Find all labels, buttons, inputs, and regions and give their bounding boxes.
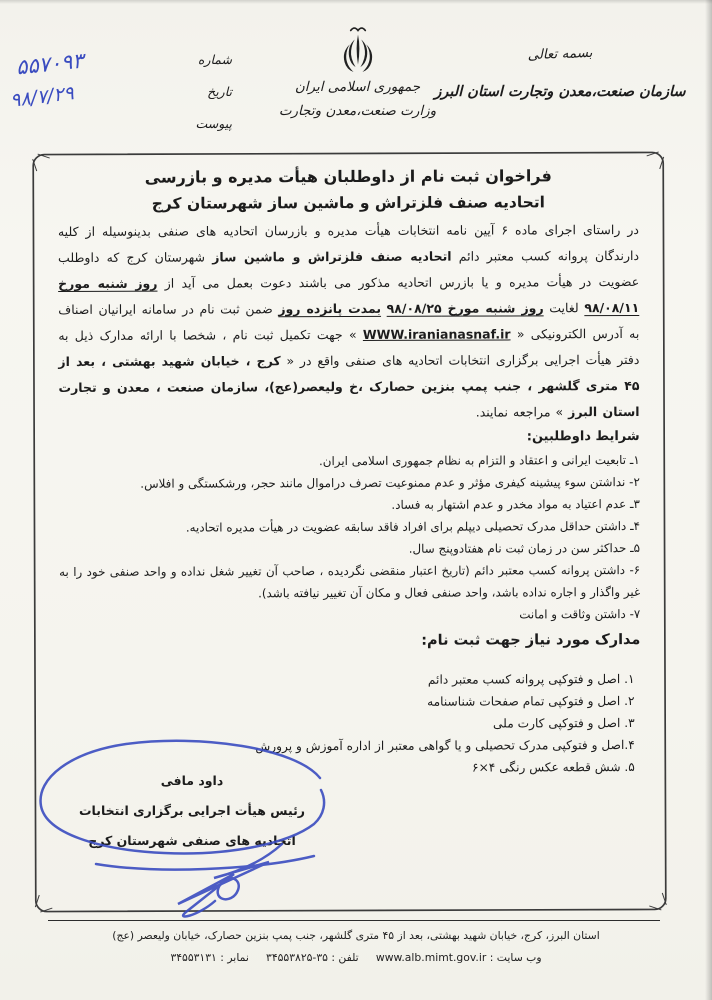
letterhead-center	[240, 24, 475, 119]
bismillah-text: بسمه تعالی	[527, 44, 593, 64]
union-name-bold: اتحادیه صنف فلزتراش و ماشین ساز	[212, 248, 452, 265]
document-item: ۴.اصل و فتوکپی مدرک تحصیلی و یا گواهی معتبر از اداره آموزش و پرورش	[255, 737, 635, 753]
intro-paragraph	[58, 217, 640, 427]
ministry-website-url: www.alb.mimt.gov.ir	[375, 951, 487, 964]
condition-item: ۱ـ تابعیت ایرانی و اعتقاد و التزام به نظام جمهوری اسلامی ایران.	[318, 452, 640, 469]
signatory-organization: اتحادیه های صنفی شهرستان کرج	[88, 833, 296, 848]
notice-subtitle: اتحادیه صنف فلزتراش و ماشین ساز شهرستان کرج	[151, 193, 546, 213]
notice-title: فراخوان ثبت نام از داوطلبان هیأت مدیره و بازرسی	[144, 166, 552, 187]
attachment-label: پیوست	[195, 116, 232, 131]
footer-contacts	[0, 947, 712, 969]
condition-item: ۶- داشتن پروانه کسب معتبر دائم (تاریخ اعتبار منقضی نگردیده ، صاحب آن تغییر شغل نداده و واحد صنفی خود را به غیر واگذار و اجاره نداده باشد، واحد صنفی فعال و مکان آن تغییر نیافته باشد).	[59, 562, 641, 601]
letterhead-fields	[180, 44, 232, 140]
conditions-heading: شرایط داوطلبین:	[526, 428, 640, 445]
footer-divider	[48, 920, 660, 921]
website-label: وب سایت :	[489, 951, 542, 964]
registration-start-date: روز شنبه مورخ ۹۸/۰۸/۱۱	[58, 275, 640, 316]
intro-segment: شهرستان کرج که داوطلب عضویت در هیأت مدیره و یا بازرس اتحادیه مذکور می باشند دعوت بعمل می آید از	[58, 249, 640, 291]
republic-title: جمهوری اسلامی ایران	[294, 79, 421, 95]
province-organization-name: سازمان صنعت،معدن وتجارت استان البرز	[434, 84, 686, 100]
office-address-bold: کرج ، خیابان شهید بهشتی ، بعد از ۴۵ متری گلشهر ، جنب پمپ بنزین حصارک ،خ ولیعصر(عج)، سازمان صنعت ، معدن و تجارت استان البرز	[58, 353, 640, 420]
ministry-name: وزارت صنعت،معدن وتجارت	[278, 103, 437, 119]
signatory-title: رئیس هیأت اجرایی برگزاری انتخابات	[79, 803, 305, 818]
intro-segment: ضمن ثبت نام در سامانه ایرانیان اصناف به آدرس الکترونیکی «	[58, 301, 640, 342]
handwritten-number: ۵۵۷۰۹۳	[14, 48, 85, 80]
document-item: ۵. شش قطعه عکس رنگی ۴×۶	[471, 759, 635, 775]
document-item: ۱. اصل و فتوکپی پروانه کسب معتبر دائم	[427, 671, 635, 687]
intro-segment: لغایت	[543, 300, 585, 316]
fax-number: ۳۴۵۵۳۱۳۱	[170, 951, 217, 964]
number-label: شماره	[197, 52, 232, 67]
condition-item: ۲- نداشتن سوء پیشینه کیفری مؤثر و عدم ممنوعیت تصرف دراموال مانند حجر، ورشکستگی و افلاس.	[140, 474, 640, 491]
registration-website-url: WWW.iranianasnaf.ir	[362, 326, 511, 342]
fax-label: نمابر :	[220, 951, 249, 964]
documents-heading: مدارک مورد نیاز جهت ثبت نام:	[421, 631, 641, 649]
condition-item: ۵ـ حداکثر سن در زمان ثبت نام هفتادوپنج سال.	[408, 540, 641, 556]
footer	[0, 925, 712, 969]
condition-item: ۳ـ عدم اعتیاد به مواد مخدر و عدم اشتهار به فساد.	[391, 496, 640, 512]
document-item: ۳. اصل و فتوکپی کارت ملی	[492, 715, 635, 731]
registration-end-date: روز شنبه مورخ ۹۸/۰۸/۲۵	[386, 300, 544, 316]
handwritten-date: ۹۸/۷/۲۹	[8, 82, 75, 112]
phone-label: تلفن :	[331, 951, 359, 964]
signature-block	[42, 766, 342, 856]
intro-segment: در راستای اجرای ماده ۶ آیین نامه انتخابات هیأت مدیره و بازرسان اتحادیه های صنفی بدینوسیله از کلیه دارندگان پروانه کسب معتبر دائم	[57, 221, 640, 264]
date-label: تاریخ	[207, 84, 232, 99]
intro-segment: » جهت تکمیل ثبت نام ، شخصا با ارائه مدارک ذیل به دفتر هیأت اجرایی برگزاری انتخابات اتحادیه های صنفی واقع در «	[58, 326, 640, 369]
condition-item: ۴ـ داشتن حداقل مدرک تحصیلی دیپلم برای افراد فاقد سابقه عضویت در هیأت مدیره اتحادیه.	[185, 518, 641, 535]
footer-address: استان البرز، کرج، خیابان شهید بهشتی، بعد از ۴۵ متری گلشهر، جنب پمپ بنزین حصارک، خیابان ولیعصر (عج)	[112, 929, 600, 942]
condition-item: ۷- داشتن وثاقت و امانت	[519, 606, 641, 622]
iran-emblem-icon	[340, 24, 376, 76]
intro-segment: » مراجعه نمایند.	[475, 404, 569, 420]
phone-number: ۳۴۵۵۳۸۲۵-۳۵	[266, 951, 328, 964]
document-item: ۲. اصل و فتوکپی تمام صفحات شناسنامه	[427, 693, 635, 709]
registration-duration: بمدت پانزده روز	[278, 300, 382, 317]
signatory-name: داود مافی	[160, 773, 224, 788]
